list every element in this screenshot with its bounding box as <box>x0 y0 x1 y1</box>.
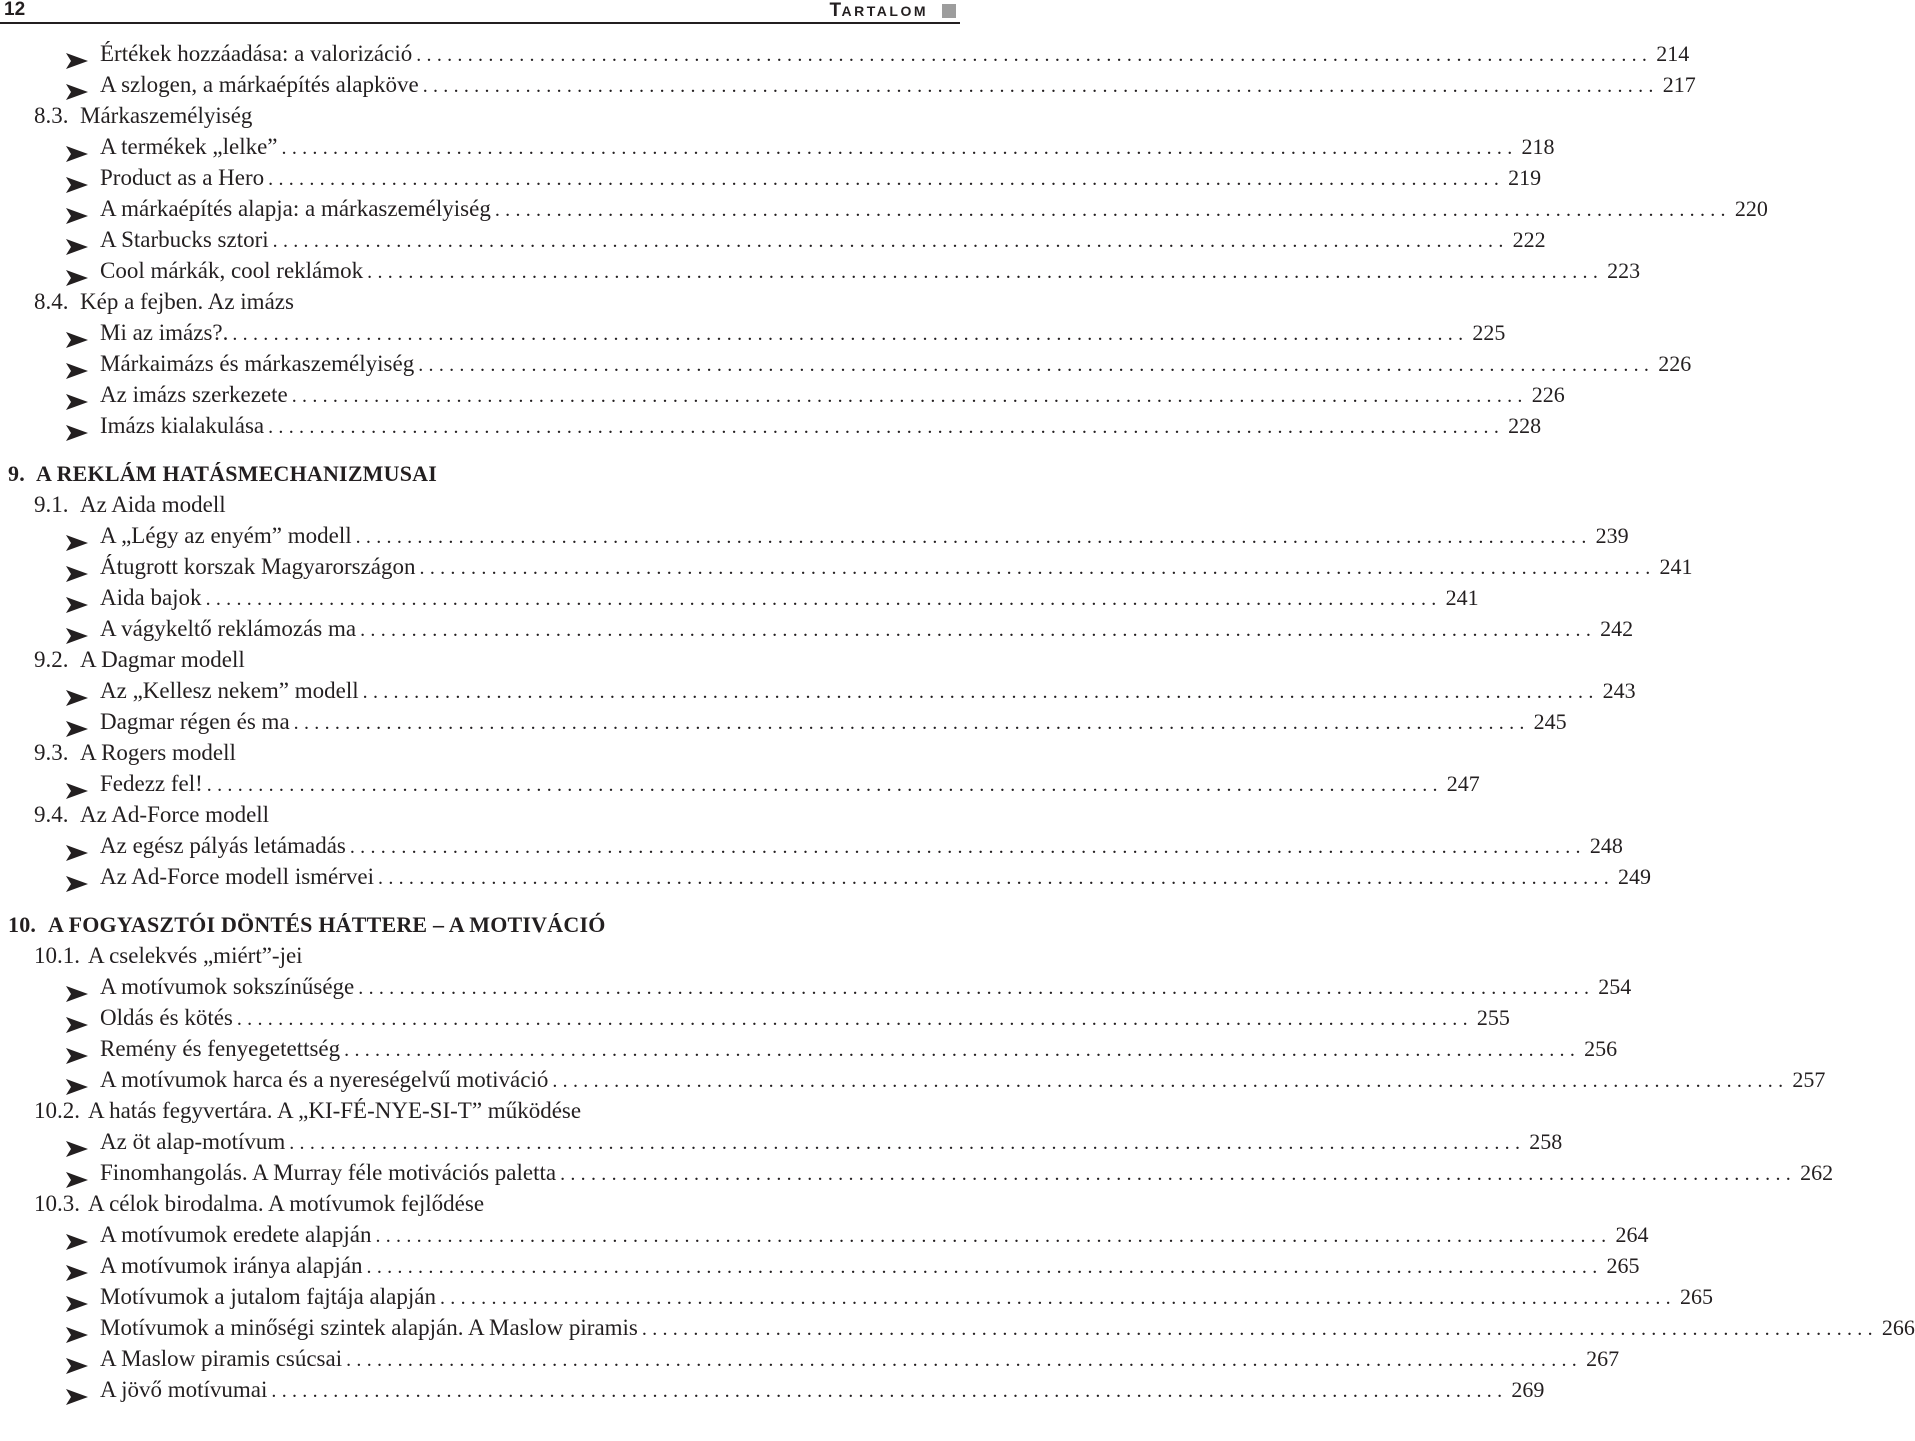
arrowhead-bullet-icon <box>66 979 88 995</box>
toc-entry <box>0 1250 1640 1281</box>
dot-leader: ........................................................................................................................ <box>641 1318 1878 1340</box>
toc-section <box>0 644 960 675</box>
dot-leader: ........................................................................................................................ <box>422 75 1659 97</box>
entry-leader <box>100 613 1634 646</box>
toc-entry <box>0 348 1692 379</box>
entry-leader <box>100 1219 1649 1252</box>
entry-leader <box>100 971 1632 1004</box>
entry-page-number: 239 <box>1595 523 1629 548</box>
toc-entry <box>0 830 1623 861</box>
dot-leader: ........................................................................................................................ <box>367 261 1604 283</box>
arrowhead-bullet-icon <box>66 1072 88 1088</box>
entry-title: Motívumok a minőségi szintek alapján. A Maslow piramis <box>100 1312 642 1343</box>
arrowhead-bullet-icon <box>66 356 88 372</box>
entry-title: A Starbucks sztori <box>100 224 273 255</box>
entry-page-number: 241 <box>1659 554 1693 579</box>
entry-page-number: 226 <box>1531 382 1565 407</box>
entry-page-number: 248 <box>1589 833 1623 858</box>
entry-page-number: 264 <box>1615 1222 1649 1247</box>
entry-title: Dagmar régen és ma <box>100 706 294 737</box>
dot-leader: ........................................................................................................................ <box>418 354 1655 376</box>
entry-page-number: 225 <box>1472 320 1506 345</box>
toc-section <box>0 799 960 830</box>
entry-title: A motívumok iránya alapján <box>100 1250 367 1281</box>
entry-leader <box>100 1126 1563 1159</box>
entry-title: Aida bajok <box>100 582 206 613</box>
entry-page-number: 265 <box>1606 1253 1640 1278</box>
entry-page-number: 243 <box>1602 678 1636 703</box>
entry-leader <box>100 520 1629 553</box>
section-title: A Rogers modell <box>80 740 236 765</box>
entry-leader <box>100 551 1693 584</box>
toc-entry <box>0 675 1636 706</box>
toc-entry <box>0 255 1641 286</box>
entry-leader <box>100 1002 1510 1035</box>
entry-title: A motívumok eredete alapján <box>100 1219 375 1250</box>
entry-title: A jövő motívumai <box>100 1374 271 1405</box>
entry-leader <box>100 162 1542 195</box>
entry-title: Átugrott korszak Magyarországon <box>100 551 420 582</box>
entry-leader <box>100 1281 1713 1314</box>
entry-title: Finomhangolás. A Murray féle motivációs paletta <box>100 1157 560 1188</box>
arrowhead-bullet-icon <box>66 325 88 341</box>
toc-entry <box>0 224 1546 255</box>
dot-leader: ........................................................................................................................ <box>281 137 1518 159</box>
entry-title: A márkaépítés alapja: a márkaszemélyiség <box>100 193 495 224</box>
entry-page-number: 223 <box>1607 258 1641 283</box>
entry-title: Product as a Hero <box>100 162 268 193</box>
toc-entry <box>0 861 1652 892</box>
toc-chapter <box>0 909 960 940</box>
toc-entry <box>0 1064 1826 1095</box>
toc-entry <box>0 193 1768 224</box>
arrowhead-bullet-icon <box>66 1351 88 1367</box>
toc-entry <box>0 38 1690 69</box>
arrowhead-bullet-icon <box>66 621 88 637</box>
arrowhead-bullet-icon <box>66 1258 88 1274</box>
toc-entry <box>0 131 1555 162</box>
dot-leader: ........................................................................................................................ <box>362 681 1599 703</box>
arrowhead-bullet-icon <box>66 170 88 186</box>
toc-entry <box>0 1219 1649 1250</box>
entry-page-number: 266 <box>1881 1315 1915 1340</box>
arrowhead-bullet-icon <box>66 1320 88 1336</box>
entry-leader <box>100 317 1506 350</box>
arrowhead-bullet-icon <box>66 559 88 575</box>
entry-page-number: 220 <box>1734 196 1768 221</box>
arrowhead-bullet-icon <box>66 418 88 434</box>
toc-entry <box>0 317 1506 348</box>
entry-page-number: 258 <box>1529 1129 1563 1154</box>
toc-entry <box>0 410 1542 441</box>
entry-page-number: 269 <box>1511 1377 1545 1402</box>
entry-page-number: 262 <box>1800 1160 1834 1185</box>
toc-section <box>0 489 960 520</box>
dot-leader: ........................................................................................................................ <box>293 712 1530 734</box>
toc-entry <box>0 1033 1618 1064</box>
entry-page-number: 214 <box>1656 41 1690 66</box>
entry-leader <box>100 255 1641 288</box>
dot-leader: ........................................................................................................................ <box>416 44 1653 66</box>
entry-page-number: 228 <box>1508 413 1542 438</box>
entry-leader <box>100 379 1565 412</box>
entry-title: Az Ad-Force modell ismérvei <box>100 861 378 892</box>
entry-page-number: 247 <box>1446 771 1480 796</box>
toc-entry <box>0 379 1565 410</box>
chapter-title: A REKLÁM HATÁSMECHANIZMUSAI <box>36 461 438 486</box>
arrowhead-bullet-icon <box>66 46 88 62</box>
entry-title: Fedezz fel! <box>100 768 207 799</box>
toc-chapter <box>0 458 960 489</box>
entry-leader <box>100 582 1479 615</box>
dot-leader: ........................................................................................................................ <box>439 1287 1676 1309</box>
dot-leader: ........................................................................................................................ <box>358 977 1595 999</box>
running-title-rest: ARTALOM <box>841 3 928 19</box>
section-number: 8.4. <box>34 289 69 314</box>
header-square-icon <box>942 4 956 18</box>
entry-title: A termékek „lelke” <box>100 131 282 162</box>
arrowhead-bullet-icon <box>66 1289 88 1305</box>
section-title: A célok birodalma. A motívumok fejlődése <box>88 1191 485 1216</box>
dot-leader: ........................................................................................................................ <box>289 1132 1526 1154</box>
entry-page-number: 217 <box>1662 72 1696 97</box>
entry-page-number: 222 <box>1512 227 1546 252</box>
chapter-number: 10. <box>8 912 37 937</box>
entry-page-number: 219 <box>1508 165 1542 190</box>
entry-title: A motívumok harca és a nyereségelvű motiváció <box>100 1064 552 1095</box>
entry-leader <box>100 69 1696 102</box>
section-title: Márkaszemélyiség <box>80 103 253 128</box>
section-number: 9.1. <box>34 492 69 517</box>
entry-page-number: 226 <box>1658 351 1692 376</box>
table-of-contents <box>0 38 1915 1405</box>
arrowhead-bullet-icon <box>66 201 88 217</box>
entry-leader <box>100 410 1542 443</box>
dot-leader: ........................................................................................................................ <box>236 1008 1473 1030</box>
toc-entry <box>0 69 1696 100</box>
arrowhead-bullet-icon <box>66 590 88 606</box>
arrowhead-bullet-icon <box>66 1134 88 1150</box>
toc-entry <box>0 162 1542 193</box>
dot-leader: ........................................................................................................................ <box>360 619 1597 641</box>
entry-leader <box>100 131 1555 164</box>
entry-page-number: 245 <box>1533 709 1567 734</box>
toc-entry <box>0 1312 1915 1343</box>
toc-entry <box>0 1343 1620 1374</box>
arrowhead-bullet-icon <box>66 77 88 93</box>
entry-leader <box>100 1157 1834 1190</box>
entry-title: Értékek hozzáadása: a valorizáció <box>100 38 416 69</box>
dot-leader: ........................................................................................................................ <box>291 385 1528 407</box>
dot-leader: ........................................................................................................................ <box>494 199 1731 221</box>
entry-title: Motívumok a jutalom fajtája alapján <box>100 1281 440 1312</box>
section-number: 10.1. <box>34 943 80 968</box>
toc-section <box>0 100 960 131</box>
entry-page-number: 242 <box>1600 616 1634 641</box>
arrowhead-bullet-icon <box>66 1041 88 1057</box>
arrowhead-bullet-icon <box>66 387 88 403</box>
section-title: A cselekvés „miért”-jei <box>88 943 303 968</box>
page-header <box>0 0 960 24</box>
dot-leader: ........................................................................................................................ <box>268 416 1505 438</box>
running-title-initial: T <box>829 0 842 21</box>
arrowhead-bullet-icon <box>66 714 88 730</box>
entry-leader <box>100 830 1623 863</box>
entry-leader <box>100 861 1652 894</box>
entry-title: Az „Kellesz nekem” modell <box>100 675 363 706</box>
toc-entry <box>0 768 1480 799</box>
section-title: Kép a fejben. Az imázs <box>80 289 294 314</box>
section-number: 10.3. <box>34 1191 80 1216</box>
entry-page-number: 241 <box>1445 585 1479 610</box>
entry-page-number: 254 <box>1598 974 1632 999</box>
section-number: 9.4. <box>34 802 69 827</box>
entry-title: Imázs kialakulása <box>100 410 268 441</box>
toc-entry <box>0 1281 1713 1312</box>
entry-title: A „Légy az enyém” modell <box>100 520 356 551</box>
entry-leader <box>100 768 1480 801</box>
entry-leader <box>100 193 1768 226</box>
toc-entry <box>0 971 1632 1002</box>
section-title: A Dagmar modell <box>80 647 245 672</box>
section-title: Az Ad-Force modell <box>80 802 270 827</box>
dot-leader: ........................................................................................................................ <box>349 836 1586 858</box>
entry-title: Az imázs szerkezete <box>100 379 292 410</box>
arrowhead-bullet-icon <box>66 528 88 544</box>
dot-leader: ........................................................................................................................ <box>232 323 1469 345</box>
dot-leader: ........................................................................................................................ <box>268 168 1505 190</box>
entry-title: Az egész pályás letámadás <box>100 830 350 861</box>
arrowhead-bullet-icon <box>66 1010 88 1026</box>
dot-leader: ........................................................................................................................ <box>272 230 1509 252</box>
chapter-spacer <box>0 441 960 458</box>
toc-section <box>0 1095 960 1126</box>
dot-leader: ........................................................................................................................ <box>560 1163 1797 1185</box>
entry-title: Cool márkák, cool reklámok <box>100 255 367 286</box>
entry-leader <box>100 224 1546 257</box>
entry-title: A Maslow piramis csúcsai <box>100 1343 346 1374</box>
toc-section <box>0 940 960 971</box>
toc-entry <box>0 551 1693 582</box>
section-number: 8.3. <box>34 103 69 128</box>
arrowhead-bullet-icon <box>66 838 88 854</box>
entry-title: A szlogen, a márkaépítés alapköve <box>100 69 423 100</box>
entry-leader <box>100 1250 1640 1283</box>
entry-page-number: 249 <box>1618 864 1652 889</box>
toc-entry <box>0 1002 1510 1033</box>
chapter-number: 9. <box>8 461 25 486</box>
entry-leader <box>100 1064 1826 1097</box>
arrowhead-bullet-icon <box>66 683 88 699</box>
entry-leader <box>100 38 1690 71</box>
entry-leader <box>100 1033 1618 1066</box>
entry-page-number: 265 <box>1679 1284 1713 1309</box>
header-rule <box>0 22 960 24</box>
dot-leader: ........................................................................................................................ <box>378 867 1615 889</box>
page-number: 12 <box>4 0 26 20</box>
entry-page-number: 255 <box>1476 1005 1510 1030</box>
dot-leader: ........................................................................................................................ <box>344 1039 1581 1061</box>
dot-leader: ........................................................................................................................ <box>419 557 1656 579</box>
toc-section <box>0 286 960 317</box>
arrowhead-bullet-icon <box>66 1227 88 1243</box>
entry-title: Az öt alap-motívum <box>100 1126 289 1157</box>
toc-entry <box>0 582 1479 613</box>
dot-leader: ........................................................................................................................ <box>205 588 1442 610</box>
dot-leader: ........................................................................................................................ <box>206 774 1443 796</box>
toc-entry <box>0 1157 1834 1188</box>
entry-page-number: 267 <box>1586 1346 1620 1371</box>
entry-leader <box>100 675 1636 708</box>
section-title: Az Aida modell <box>80 492 226 517</box>
toc-entry <box>0 1126 1563 1157</box>
chapter-title: A FOGYASZTÓI DÖNTÉS HÁTTERE – A MOTIVÁCIÓ <box>48 912 606 937</box>
entry-title: A motívumok sokszínűsége <box>100 971 358 1002</box>
entry-title: Mi az imázs?. <box>100 317 232 348</box>
entry-title: Márkaimázs és márkaszemélyiség <box>100 348 418 379</box>
section-number: 10.2. <box>34 1098 80 1123</box>
dot-leader: ........................................................................................................................ <box>346 1349 1583 1371</box>
dot-leader: ........................................................................................................................ <box>552 1070 1789 1092</box>
arrowhead-bullet-icon <box>66 232 88 248</box>
entry-leader <box>100 348 1692 381</box>
arrowhead-bullet-icon <box>66 869 88 885</box>
entry-leader <box>100 1343 1620 1376</box>
dot-leader: ........................................................................................................................ <box>375 1225 1612 1247</box>
entry-page-number: 218 <box>1521 134 1555 159</box>
toc-entry <box>0 613 1634 644</box>
chapter-spacer <box>0 892 960 909</box>
toc-section <box>0 1188 960 1219</box>
arrowhead-bullet-icon <box>66 1165 88 1181</box>
section-title: A hatás fegyvertára. A „KI-FÉ-NYE-SI-T” működése <box>88 1098 582 1123</box>
arrowhead-bullet-icon <box>66 776 88 792</box>
section-number: 9.2. <box>34 647 69 672</box>
arrowhead-bullet-icon <box>66 139 88 155</box>
toc-entry <box>0 706 1567 737</box>
arrowhead-bullet-icon <box>66 263 88 279</box>
entry-page-number: 256 <box>1584 1036 1618 1061</box>
toc-section <box>0 737 960 768</box>
entry-leader <box>100 1374 1545 1407</box>
running-title <box>829 1 928 21</box>
toc-entry <box>0 520 1629 551</box>
entry-leader <box>100 706 1567 739</box>
dot-leader: ........................................................................................................................ <box>366 1256 1603 1278</box>
dot-leader: ........................................................................................................................ <box>355 526 1592 548</box>
entry-title: Remény és fenyegetettség <box>100 1033 344 1064</box>
section-number: 9.3. <box>34 740 69 765</box>
entry-title: Oldás és kötés <box>100 1002 237 1033</box>
arrowhead-bullet-icon <box>66 1382 88 1398</box>
toc-entry <box>0 1374 1545 1405</box>
entry-page-number: 257 <box>1792 1067 1826 1092</box>
entry-leader <box>100 1312 1915 1345</box>
dot-leader: ........................................................................................................................ <box>271 1380 1508 1402</box>
entry-title: A vágykeltő reklámozás ma <box>100 613 360 644</box>
